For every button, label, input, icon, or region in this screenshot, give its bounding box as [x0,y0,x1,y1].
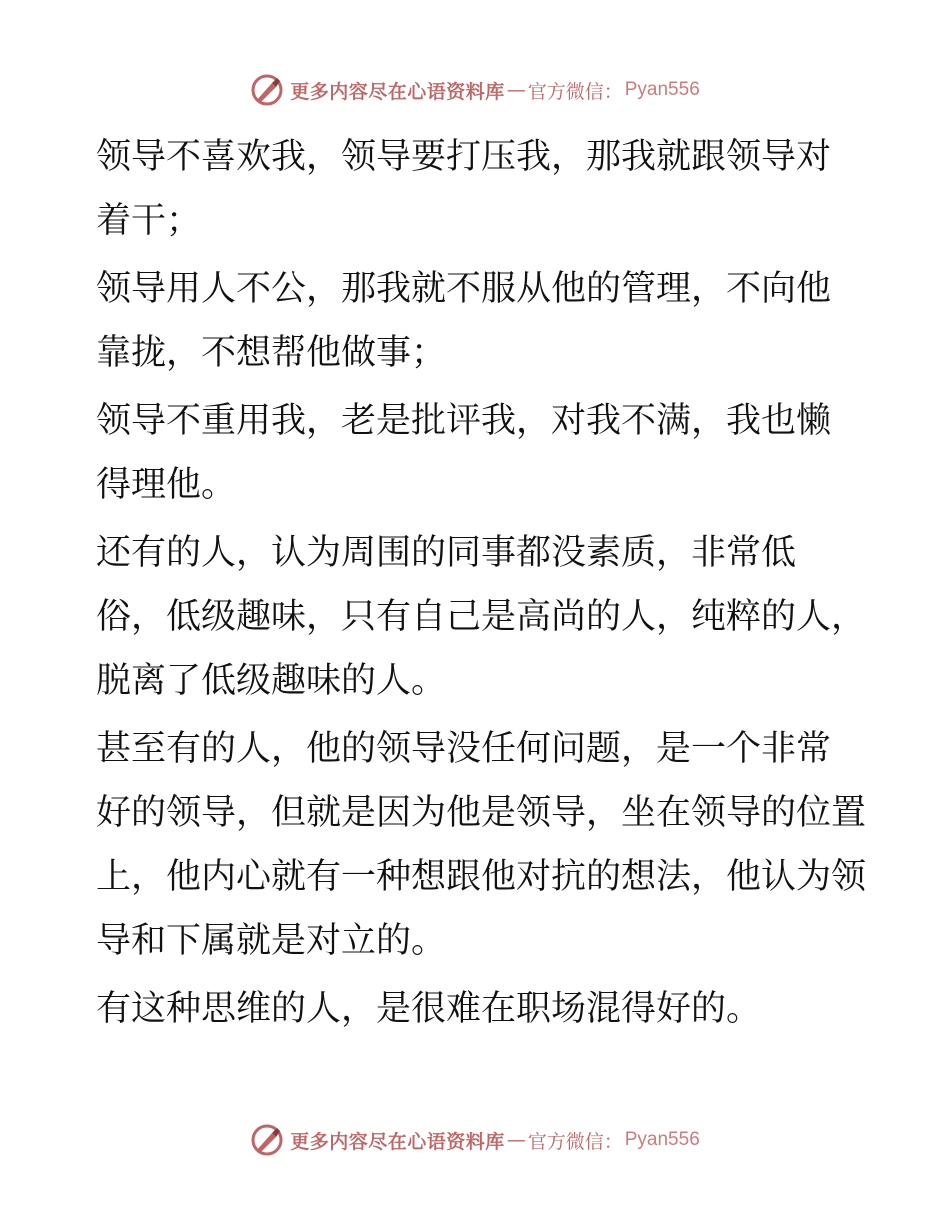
paragraph-line: 有这种思维的人，是很难在职场混得好的。 [96,989,762,1029]
paragraph-line: 甚至有的人，他的领导没任何问题，是一个非常 [96,729,832,769]
footer-brand: 更多内容尽在心语资料库 [290,1130,505,1153]
paragraph-2 [96,257,866,385]
paragraph-line: 领导不喜欢我，领导要打压我，那我就跟领导对 [96,137,832,177]
pen-logo-icon [250,73,284,107]
footer-wechat-label: 官方微信： [527,1130,623,1153]
paragraph-line: 上，他内心就有一种想跟他对抗的想法，他认为领 [96,857,867,897]
document-body [96,125,866,1045]
paragraph-1 [96,125,866,253]
page-header [0,70,950,110]
header-wechat-id: Pyan556 [624,79,700,100]
paragraph-line: 俗，低级趣味，只有自己是高尚的人，纯粹的人， [96,597,867,637]
pen-logo-icon [250,1123,284,1157]
paragraph-6 [96,977,866,1041]
paragraph-3 [96,389,866,517]
paragraph-line: 得理他。 [96,465,237,505]
paragraph-line: 导和下属就是对立的。 [96,921,447,961]
paragraph-line: 着干； [96,201,202,241]
paragraph-4 [96,521,866,713]
header-dash: — [506,79,526,101]
paragraph-5 [96,717,866,973]
header-wechat-label: 官方微信： [527,80,623,103]
paragraph-line: 好的领导，但就是因为他是领导，坐在领导的位置 [96,793,867,833]
paragraph-line: 领导用人不公，那我就不服从他的管理，不向他 [96,269,832,309]
header-brand: 更多内容尽在心语资料库 [290,80,505,103]
paragraph-line: 还有的人，认为周围的同事都没素质，非常低 [96,533,797,573]
paragraph-line: 脱离了低级趣味的人。 [96,661,447,701]
page-footer [0,1120,950,1160]
footer-dash: — [506,1129,526,1151]
paragraph-line: 领导不重用我，老是批评我，对我不满，我也懒 [96,401,832,441]
footer-wechat-id: Pyan556 [624,1129,700,1150]
paragraph-line: 靠拢，不想帮他做事； [96,333,447,373]
